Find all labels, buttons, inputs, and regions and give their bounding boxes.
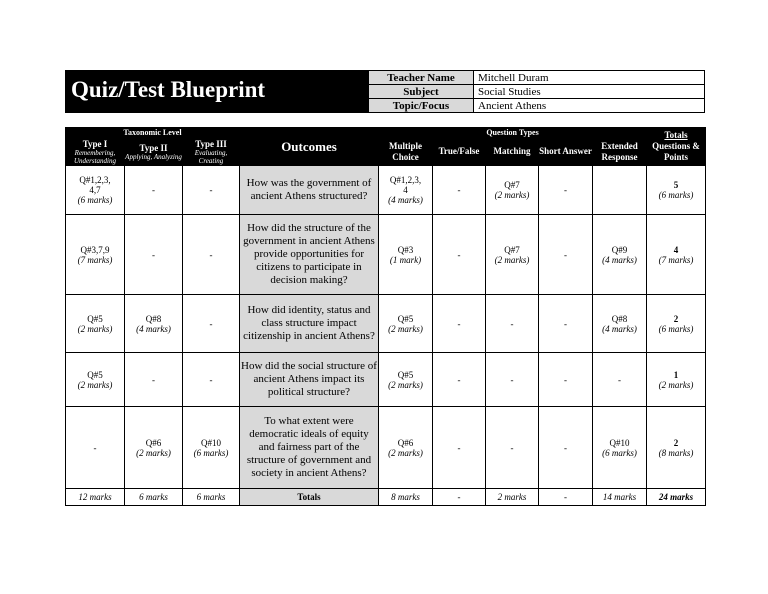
t3-cell xyxy=(183,166,240,215)
column-total: 12 marks xyxy=(66,489,125,506)
info-value: Ancient Athens xyxy=(474,99,705,113)
type2-header xyxy=(125,138,183,166)
question-text: - xyxy=(457,249,461,260)
t3-cell xyxy=(183,215,240,295)
column-total: 2 marks xyxy=(486,489,539,506)
question-count: 4 xyxy=(673,244,679,255)
er-cell xyxy=(593,215,647,295)
info-label: Topic/Focus xyxy=(369,99,474,113)
question-text: - xyxy=(510,374,514,385)
question-text: Q#10 xyxy=(609,437,630,448)
question-text: - xyxy=(564,318,567,329)
marks-text: (6 marks) xyxy=(602,447,637,458)
marks-text: (4 marks) xyxy=(602,323,637,334)
column-total: - xyxy=(433,489,486,506)
outcome-cell: To what extent were democratic ideals of equity and fairness part of the structure of government and society in ancient Athens? xyxy=(240,407,379,489)
type1-title: Type I xyxy=(82,138,108,149)
marks-text: (2 marks) xyxy=(77,379,113,390)
column-total: 6 marks xyxy=(183,489,240,506)
question-text: 4,7 xyxy=(89,185,101,195)
points-total: (2 marks) xyxy=(658,379,694,390)
info-value: Social Studies xyxy=(474,85,705,99)
multiple-choice-header: Multiple Choice xyxy=(379,138,433,166)
info-label: Subject xyxy=(369,85,474,99)
match-cell xyxy=(486,353,539,407)
match-cell xyxy=(486,295,539,353)
question-text: - xyxy=(457,442,461,453)
question-count: 1 xyxy=(673,369,679,380)
sa-cell xyxy=(539,215,593,295)
sa-cell xyxy=(539,166,593,215)
extended-response-header: Extended Response xyxy=(593,138,647,166)
question-text: - xyxy=(152,249,155,260)
column-total: 14 marks xyxy=(593,489,647,506)
page-title: Quiz/Test Blueprint xyxy=(71,77,266,102)
t1-cell xyxy=(66,353,125,407)
type1-sub: Remembering, Understanding xyxy=(74,148,116,165)
mc-cell xyxy=(379,407,433,489)
question-text: - xyxy=(510,442,514,453)
question-text: - xyxy=(209,185,213,195)
marks-text: (4 marks) xyxy=(602,254,637,265)
marks-text: (2 marks) xyxy=(494,190,530,200)
t2-cell xyxy=(125,215,183,295)
type2-title: Type II xyxy=(139,142,168,153)
row-total-cell xyxy=(647,353,706,407)
marks-text: (2 marks) xyxy=(136,447,171,458)
match-cell xyxy=(486,215,539,295)
table-row xyxy=(66,353,706,407)
question-text: Q#7 xyxy=(504,244,520,255)
blueprint-table xyxy=(65,127,706,506)
type1-header xyxy=(66,138,125,166)
question-text: Q#9 xyxy=(611,244,628,255)
question-text: - xyxy=(564,442,567,453)
t1-cell xyxy=(66,166,125,215)
table-row xyxy=(66,166,706,215)
outcome-cell: How did the structure of the government in ancient Athens provide opportunities for citizens to participate in decision making? xyxy=(240,215,379,295)
question-text: - xyxy=(564,374,567,385)
column-total: 24 marks xyxy=(647,489,706,506)
table-row xyxy=(66,215,706,295)
sa-cell xyxy=(539,407,593,489)
er-cell xyxy=(593,166,647,215)
sa-cell xyxy=(539,353,593,407)
info-row xyxy=(369,85,705,99)
info-value: Mitchell Duram xyxy=(474,71,705,85)
outcome-cell: How did the social structure of ancient Athens impact its political structure? xyxy=(240,353,379,407)
totals-subtitle: Questions & Points xyxy=(652,141,700,162)
info-row xyxy=(369,99,705,113)
totals-row xyxy=(66,489,706,506)
mc-cell xyxy=(379,166,433,215)
er-cell xyxy=(593,353,647,407)
outcome-cell: How was the government of ancient Athens structured? xyxy=(240,166,379,215)
mc-cell xyxy=(379,353,433,407)
column-total: - xyxy=(539,489,593,506)
t2-cell xyxy=(125,407,183,489)
marks-text: (6 marks) xyxy=(77,195,113,205)
points-total: (7 marks) xyxy=(658,254,694,265)
info-table xyxy=(368,70,705,113)
question-text: - xyxy=(564,249,567,260)
er-cell xyxy=(593,295,647,353)
row-total-cell xyxy=(647,215,706,295)
type3-title: Type III xyxy=(195,138,227,149)
table-row xyxy=(66,407,706,489)
question-text: Q#3,7,9 xyxy=(80,244,110,255)
outcome-cell: How did identity, status and class structure impact citizenship in ancient Athens? xyxy=(240,295,379,353)
marks-text: (1 mark) xyxy=(389,254,422,265)
tf-cell xyxy=(433,295,486,353)
t1-cell xyxy=(66,215,125,295)
tf-cell xyxy=(433,353,486,407)
type3-header xyxy=(183,138,240,166)
question-text: - xyxy=(564,185,567,195)
t1-cell xyxy=(66,407,125,489)
t1-cell xyxy=(66,295,125,353)
t2-cell xyxy=(125,295,183,353)
question-text: - xyxy=(457,318,461,329)
taxonomic-level-header: Taxonomic Level xyxy=(66,128,240,138)
type2-sub: Applying, Analyzing xyxy=(125,152,182,161)
question-text: Q#5 xyxy=(87,313,103,324)
type3-sub: Evaluating, Creating xyxy=(194,148,228,165)
question-text: Q#6 xyxy=(145,437,162,448)
true-false-header: True/False xyxy=(433,138,486,166)
marks-text: (6 marks) xyxy=(193,447,229,458)
info-row xyxy=(369,71,705,85)
question-text: Q#5 xyxy=(397,313,414,324)
t3-cell xyxy=(183,295,240,353)
t3-cell xyxy=(183,407,240,489)
tf-cell xyxy=(433,166,486,215)
marks-text: (4 marks) xyxy=(388,195,423,205)
question-text: - xyxy=(209,374,213,385)
totals-label: Totals xyxy=(240,489,379,506)
outcomes-header: Outcomes xyxy=(240,128,379,166)
column-total: 8 marks xyxy=(379,489,433,506)
short-answer-header: Short Answer xyxy=(539,138,593,166)
question-text: Q#1,2,3, xyxy=(79,175,111,185)
totals-header xyxy=(647,128,706,166)
mc-cell xyxy=(379,215,433,295)
matching-header: Matching xyxy=(486,138,539,166)
question-text: - xyxy=(457,374,461,385)
table-row xyxy=(66,295,706,353)
question-text: - xyxy=(618,374,622,385)
match-cell xyxy=(486,407,539,489)
row-total-cell xyxy=(647,166,706,215)
question-count: 2 xyxy=(673,313,679,324)
points-total: (6 marks) xyxy=(658,190,694,200)
question-count: 2 xyxy=(673,437,679,448)
row-total-cell xyxy=(647,407,706,489)
points-total: (6 marks) xyxy=(658,323,694,334)
question-text: Q#7 xyxy=(504,180,520,190)
question-text: - xyxy=(152,374,155,385)
t2-cell xyxy=(125,166,183,215)
column-total: 6 marks xyxy=(125,489,183,506)
mc-cell xyxy=(379,295,433,353)
tf-cell xyxy=(433,407,486,489)
question-text: Q#10 xyxy=(201,437,221,448)
question-text: Q#6 xyxy=(397,437,414,448)
marks-text: (2 marks) xyxy=(388,379,423,390)
t2-cell xyxy=(125,353,183,407)
question-text: - xyxy=(152,185,155,195)
question-text: Q#8 xyxy=(611,313,628,324)
marks-text: (2 marks) xyxy=(77,323,113,334)
sa-cell xyxy=(539,295,593,353)
marks-text: (2 marks) xyxy=(388,323,423,334)
question-count: 5 xyxy=(673,180,679,190)
question-text: - xyxy=(209,318,213,329)
title-banner xyxy=(65,70,368,113)
marks-text: (2 marks) xyxy=(388,447,423,458)
question-text: - xyxy=(510,318,514,329)
marks-text: (2 marks) xyxy=(494,254,530,265)
er-cell xyxy=(593,407,647,489)
question-text: Q#1,2,3, xyxy=(389,175,422,185)
marks-text: (4 marks) xyxy=(136,323,171,334)
question-text: - xyxy=(209,249,213,260)
row-total-cell xyxy=(647,295,706,353)
question-types-header: Question Types xyxy=(379,128,647,138)
question-text: - xyxy=(457,185,461,195)
marks-text: (7 marks) xyxy=(77,254,113,265)
question-text: Q#8 xyxy=(145,313,162,324)
tf-cell xyxy=(433,215,486,295)
question-text: Q#3 xyxy=(397,244,414,255)
t3-cell xyxy=(183,353,240,407)
info-label: Teacher Name xyxy=(369,71,474,85)
question-text: - xyxy=(93,442,97,453)
totals-title: Totals xyxy=(664,130,688,140)
match-cell xyxy=(486,166,539,215)
question-text: Q#5 xyxy=(397,369,414,380)
points-total: (8 marks) xyxy=(658,447,694,458)
question-text: 4 xyxy=(403,185,408,195)
question-text: Q#5 xyxy=(87,369,103,380)
